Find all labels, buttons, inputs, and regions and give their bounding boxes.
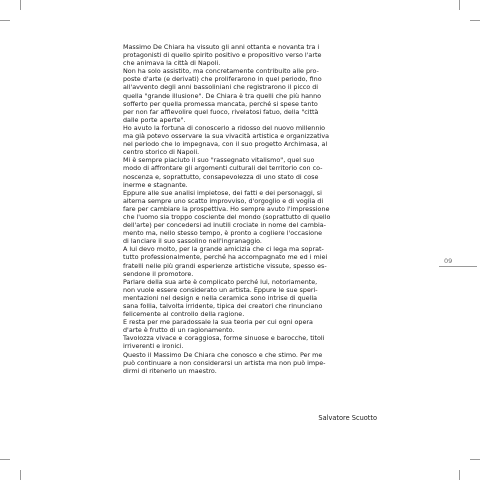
text-line: Parlare della sua arte è complicato perché lui, notoriamente, <box>123 277 318 286</box>
text-line: che animava la città di Napoli. <box>123 59 221 68</box>
crop-mark <box>0 459 10 460</box>
crop-mark <box>20 470 21 480</box>
text-line: mentazioni nel design e nella ceramica sono intrise di quella <box>123 293 318 302</box>
text-line: irriverenti e ironici. <box>123 342 184 351</box>
text-line: quella "grande illusione". De Chiara è tra quelli che più hanno <box>123 91 322 100</box>
text-line: centro storico di Napoli. <box>123 148 200 157</box>
text-line: mento ma, nello stesso tempo, è pronto a cogliere l'occasione <box>123 229 323 238</box>
page-number: 09 <box>444 257 453 265</box>
text-line: poste d'arte (e derivati) che proliferarono in quel periodo, fino <box>123 75 322 84</box>
text-line: inerme e stagnante. <box>123 180 188 189</box>
text-line: modo di affrontare gli argomenti culturali del territorio con co- <box>123 164 323 173</box>
text-line: che l'uomo sia troppo cosciente del mondo (soprattutto di quello <box>123 212 331 221</box>
text-line: sofferto per quella promessa mancata, perché si spese tanto <box>123 99 318 108</box>
text-line: fare per cambiare la prospettiva. Ho sempre avuto l'impressione <box>123 204 330 213</box>
text-line: E resta per me paradossale la sua teoria per cui ogni opera <box>123 318 313 327</box>
crop-mark <box>459 0 460 10</box>
text-line: Ho avuto la fortuna di conoscerlo a ridosso del nuovo millennio <box>123 123 326 132</box>
text-line: dell'arte) per concedersi ad inutili crociate in nome del cambia- <box>123 221 326 230</box>
text-line: Questo il Massimo De Chiara che conosco e che stimo. Per me <box>123 350 323 359</box>
text-line: di lanciare il suo sassolino nell'ingranaggio. <box>123 237 262 246</box>
text-line: Massimo De Chiara ha vissuto gli anni ottanta e novanta tra i <box>123 43 320 51</box>
author-signature: Salvatore Scuotto <box>318 414 377 422</box>
text-line: dalle porte aperte". <box>123 115 186 124</box>
text-line: può continuare a non considerarsi un artista ma non può impe- <box>123 358 326 367</box>
crop-mark <box>470 459 480 460</box>
crop-mark <box>0 20 10 21</box>
text-line: Non ha solo assistito, ma concretamente contribuito alle pro- <box>123 67 319 76</box>
crop-mark <box>459 470 460 480</box>
text-line: Mi è sempre piaciuto il suo "rassegnato vitalismo", quel suo <box>123 156 315 165</box>
text-line: alterna sempre uno scatto improvviso, d'orgoglio e di voglia di <box>123 196 324 205</box>
text-line: sendone il promotore. <box>123 269 194 278</box>
text-line: non vuole essere considerato un artista. Eppure le sue speri- <box>123 285 318 294</box>
text-line: nel periodo che lo impegnava, con il suo progetto Archimasa, al <box>123 140 328 149</box>
text-line: ma già potevo osservare la sua vivacità artistica e organizzativa <box>123 132 330 141</box>
text-line: dirmi di ritenerlo un maestro. <box>123 366 217 375</box>
text-line: sana follia, talvolta irridente, tipica dei creatori che rinunciano <box>123 302 323 310</box>
text-line: Tavolozza vivace e coraggiosa, forme sinuose e barocche, titoli <box>123 334 325 343</box>
text-line: noscenza e, soprattutto, consapevolezza di uno stato di cose <box>123 172 319 181</box>
text-line: all'avvento degli anni bassoliniani che registrarono il picco di <box>123 83 319 92</box>
text-line: A lui devo molto, per la grande amicizia che ci lega ma soprat- <box>123 245 324 254</box>
text-line: felicemente al controllo della ragione. <box>123 310 245 319</box>
text-line: Eppure alle sue analisi impietose, dei fatti e dei personaggi, si <box>123 188 322 197</box>
text-line: fratelli nelle più grandi esperienze artistiche vissute, spesso es- <box>123 261 327 270</box>
text-line: protagonisti di quello spirito positivo e propositivo verso l'arte <box>123 51 322 60</box>
text-line: per non far affievolire quel fuoco, rivelatosi fatuo, della "città <box>123 107 319 116</box>
essay-text <box>123 43 377 375</box>
text-line: d'arte è frutto di un ragionamento. <box>123 326 235 335</box>
text-line: tutto professionalmente, perché ha accompagnato me ed i miei <box>123 253 328 262</box>
crop-mark <box>470 20 480 21</box>
page-number-rule <box>439 266 477 267</box>
crop-mark <box>20 0 21 10</box>
